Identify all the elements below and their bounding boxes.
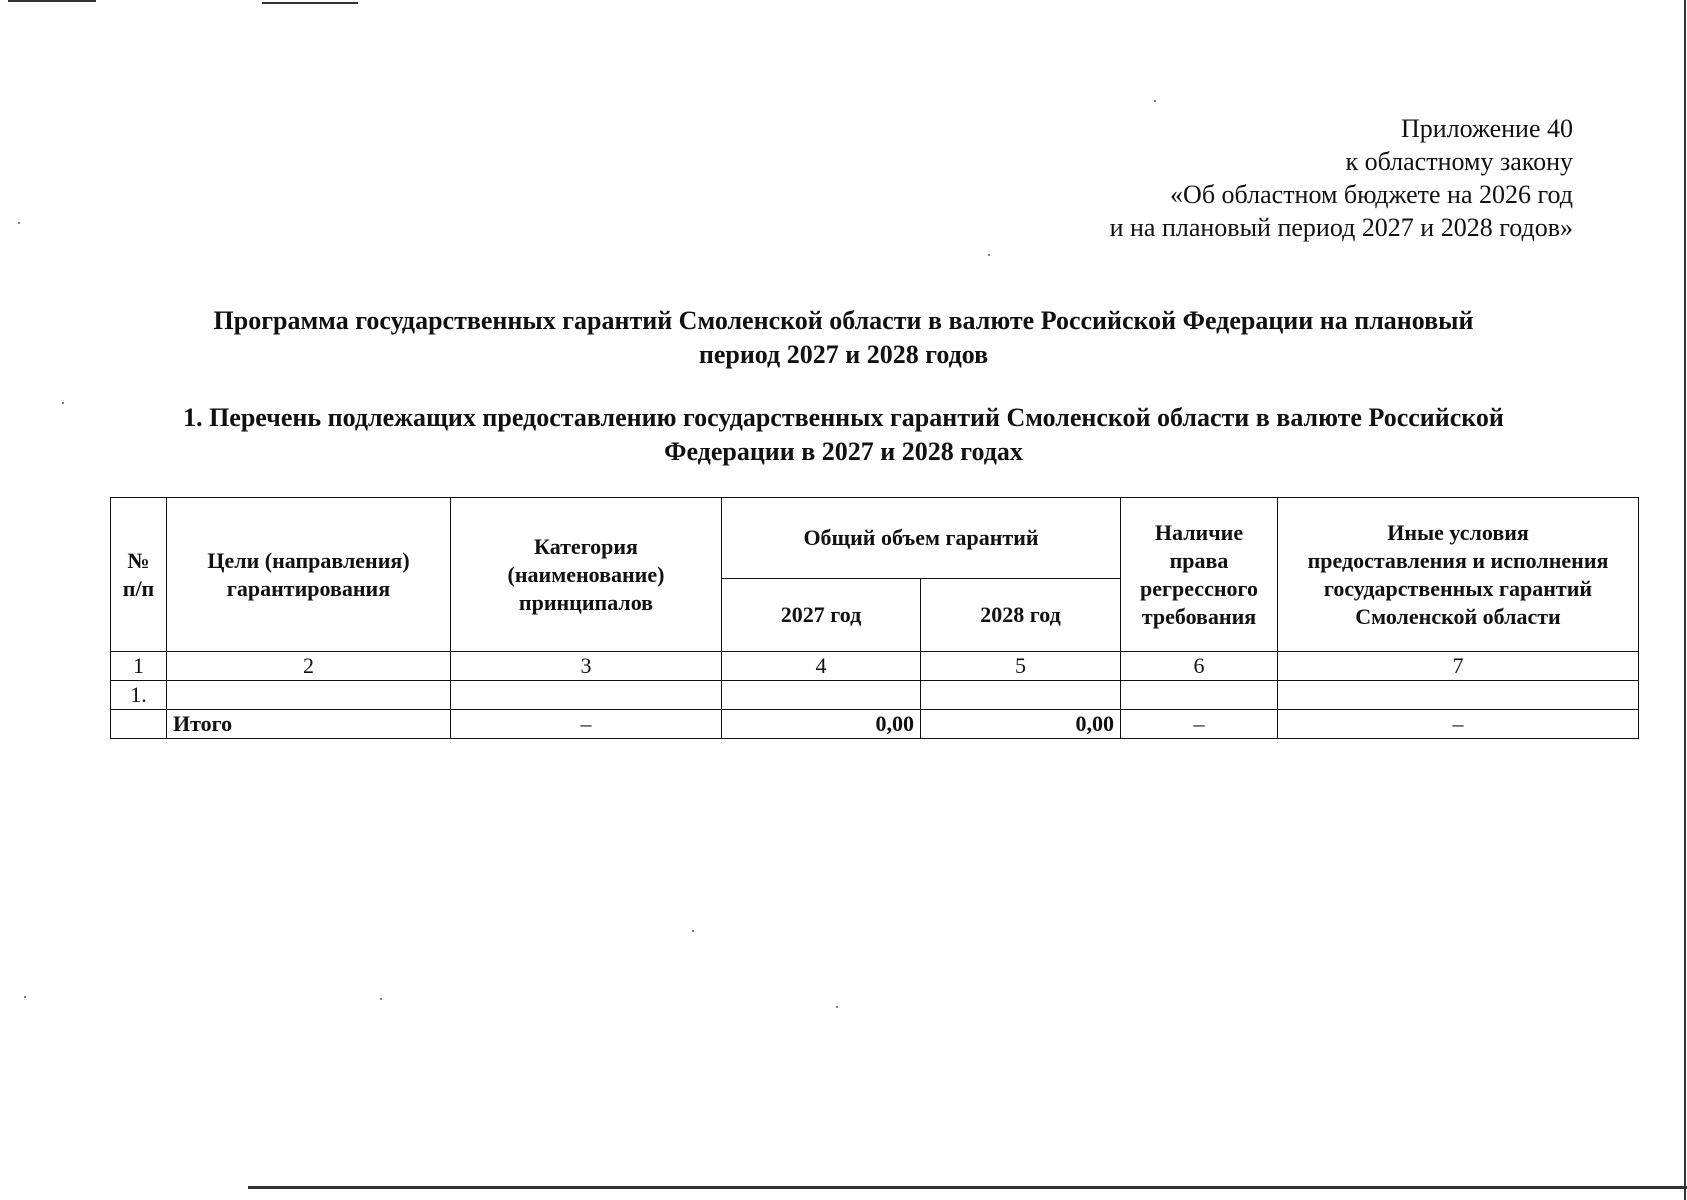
header-goals-line: гарантирования	[226, 575, 391, 601]
row-category	[451, 681, 722, 710]
scan-speck	[380, 998, 382, 1000]
column-number: 5	[921, 652, 1121, 681]
header-other-line: государственных гарантий	[1323, 575, 1593, 601]
total-num	[111, 710, 167, 739]
document-title	[100, 304, 1587, 372]
total-2028: 0,00	[921, 710, 1121, 739]
header-other-line: Иные условия	[1387, 519, 1529, 545]
column-number: 1	[111, 652, 167, 681]
column-number: 6	[1121, 652, 1278, 681]
total-label: Итого	[167, 710, 451, 739]
scan-speck	[692, 930, 694, 932]
column-number-row	[111, 652, 1639, 681]
header-num-line: п/п	[122, 575, 155, 601]
total-other: –	[1278, 710, 1639, 739]
header-num	[111, 498, 167, 652]
appendix-block	[1110, 112, 1573, 244]
scan-line-top-center	[262, 2, 358, 4]
guarantees-table	[110, 497, 1639, 739]
row-other	[1278, 681, 1639, 710]
column-number: 2	[167, 652, 451, 681]
appendix-law-title: «Об областном бюджете на 2026 год	[1170, 180, 1573, 209]
section-title	[100, 401, 1587, 469]
scan-line-top-left	[8, 0, 96, 2]
total-row	[111, 710, 1639, 739]
scan-speck	[1154, 100, 1156, 102]
row-goal	[167, 681, 451, 710]
section-title-line-2: Федерации в 2027 и 2028 годах	[664, 437, 1023, 466]
header-year-2028: 2028 год	[921, 579, 1121, 652]
header-regress	[1121, 498, 1278, 652]
table-row	[111, 681, 1639, 710]
row-regress	[1121, 681, 1278, 710]
header-category-line: (наименование)	[507, 561, 665, 587]
header-other-conditions	[1278, 498, 1639, 652]
total-2027: 0,00	[722, 710, 921, 739]
row-2027	[722, 681, 921, 710]
total-regress: –	[1121, 710, 1278, 739]
header-other-line: предоставления и исполнения	[1307, 547, 1609, 573]
header-goals-line: Цели (направления)	[207, 547, 410, 573]
appendix-law-period: и на плановый период 2027 и 2028 годов»	[1109, 213, 1573, 242]
column-number: 7	[1278, 652, 1639, 681]
header-num-line: №	[127, 547, 150, 573]
appendix-number: Приложение 40	[1400, 114, 1573, 143]
header-category	[451, 498, 722, 652]
row-num: 1.	[111, 681, 167, 710]
scan-speck	[62, 402, 64, 404]
scan-line-bottom	[248, 1186, 1687, 1189]
scan-speck	[24, 996, 26, 998]
header-regress-line: требования	[1141, 603, 1257, 629]
section-title-line-1: 1. Перечень подлежащих предоставлению государственных гарантий Смоленской области в валюте Российской	[183, 403, 1504, 432]
header-year-2027: 2027 год	[722, 579, 921, 652]
header-total-volume: Общий объем гарантий	[722, 498, 1121, 579]
scan-speck	[18, 222, 20, 224]
header-goals	[167, 498, 451, 652]
column-number: 4	[722, 652, 921, 681]
header-other-line: Смоленской области	[1355, 603, 1561, 629]
scan-speck	[836, 1006, 838, 1008]
table-header-row	[111, 498, 1639, 579]
document-title-line-2: период 2027 и 2028 годов	[698, 340, 989, 369]
header-category-line: Категория	[534, 533, 638, 559]
header-category-line: принципалов	[518, 589, 654, 615]
header-regress-line: регрессного	[1140, 575, 1258, 601]
column-number: 3	[451, 652, 722, 681]
document-title-line-1: Программа государственных гарантий Смоленской области в валюте Российской Федерации на плановый	[213, 306, 1474, 335]
appendix-law-ref: к областному закону	[1345, 147, 1573, 176]
total-category: –	[451, 710, 722, 739]
scan-speck	[988, 254, 990, 256]
row-2028	[921, 681, 1121, 710]
scan-line-right	[1684, 0, 1686, 1200]
header-regress-line: Наличие	[1154, 519, 1244, 545]
header-regress-line: права	[1169, 547, 1229, 573]
